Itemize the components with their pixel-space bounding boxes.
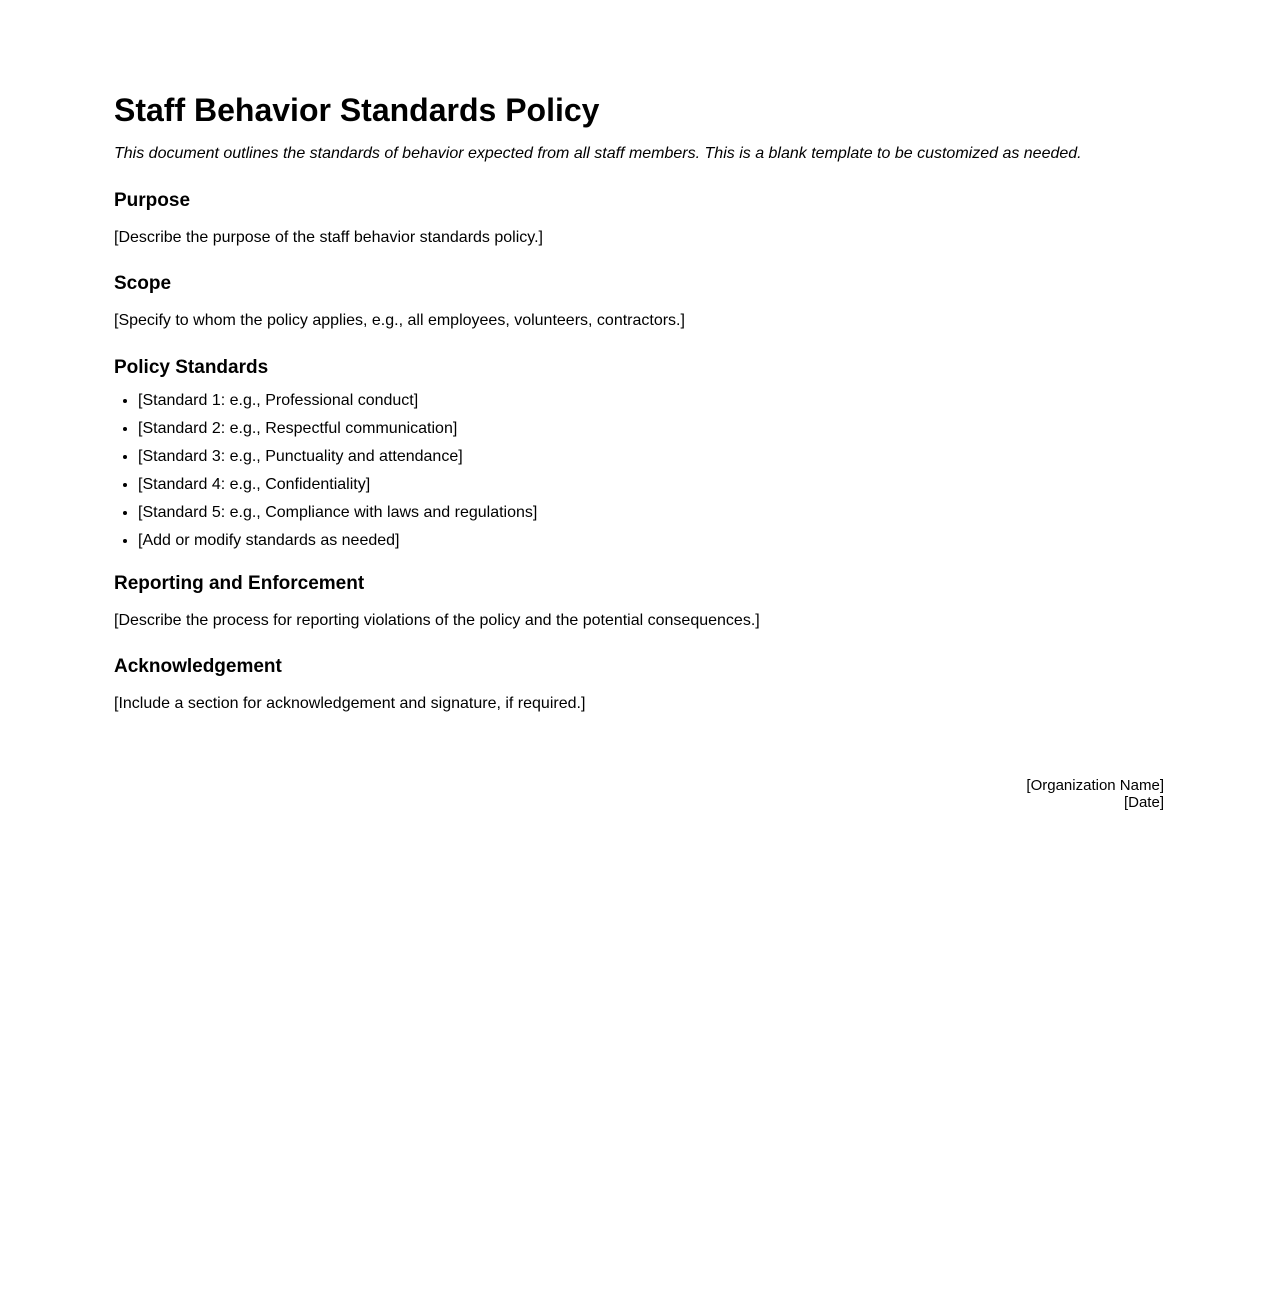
list-item: • [Standard 1: e.g., Professional conduct]: [138, 391, 537, 419]
document-title: Staff Behavior Standards Policy: [114, 92, 600, 128]
list-item: • [Add or modify standards as needed]: [138, 531, 537, 559]
list-item: • [Standard 2: e.g., Respectful communication]: [138, 419, 537, 447]
section-heading-policy-standards: Policy Standards: [114, 357, 269, 378]
section-heading-reporting: Reporting and Enforcement: [114, 573, 365, 594]
standards-list: [114, 391, 537, 559]
list-item: • [Standard 3: e.g., Punctuality and attendance]: [138, 447, 537, 475]
section-heading-acknowledgement: Acknowledgement: [114, 656, 282, 677]
section-body-scope: [Specify to whom the policy applies, e.g., all employees, volunteers, contractors.]: [114, 312, 685, 329]
section-body-acknowledgement: [Include a section for acknowledgement and signature, if required.]: [114, 695, 586, 712]
section-heading-purpose: Purpose: [114, 190, 191, 211]
section-heading-scope: Scope: [114, 273, 172, 294]
document-footer: [1026, 777, 1164, 811]
section-body-reporting: [Describe the process for reporting violations of the policy and the potential consequences.]: [114, 612, 760, 629]
section-body-purpose: [Describe the purpose of the staff behavior standards policy.]: [114, 229, 543, 246]
list-item: • [Standard 5: e.g., Compliance with laws and regulations]: [138, 503, 537, 531]
document-date: [Date]: [1123, 794, 1164, 811]
organization-name: [Organization Name]: [1026, 777, 1164, 794]
intro-text: This document outlines the standards of behavior expected from all staff members. This is a blank template to be customized as needed.: [114, 145, 1082, 162]
list-item: • [Standard 4: e.g., Confidentiality]: [138, 475, 537, 503]
